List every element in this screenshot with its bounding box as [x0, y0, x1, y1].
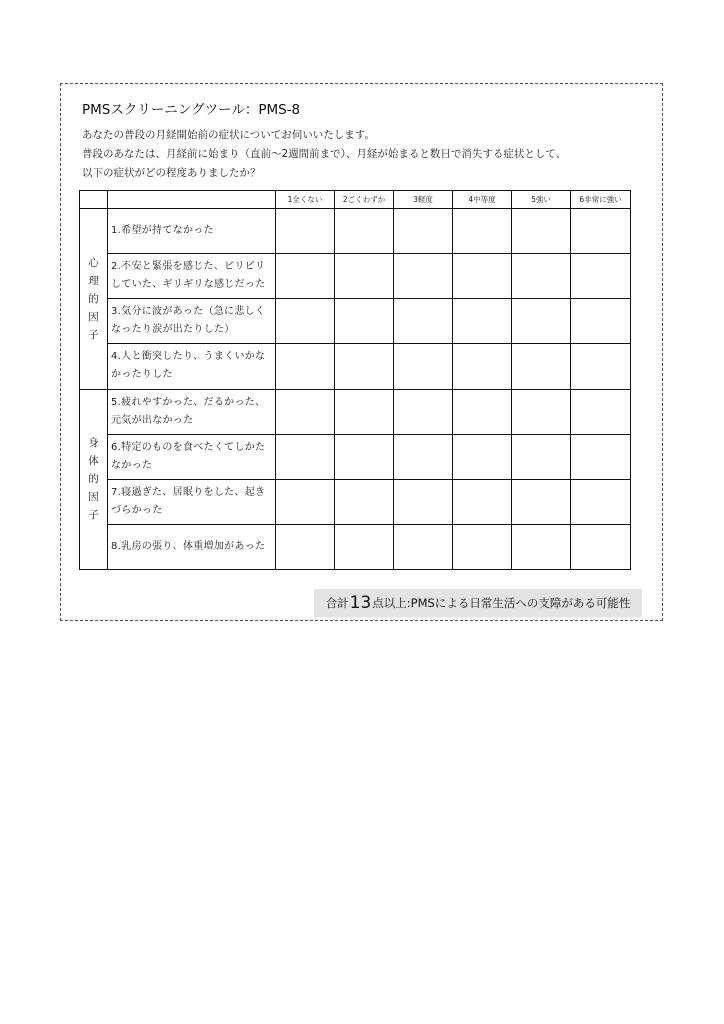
- rating-cell[interactable]: [512, 299, 571, 344]
- rating-cell[interactable]: [571, 209, 631, 254]
- rating-cell[interactable]: [394, 434, 453, 479]
- rating-cell[interactable]: [276, 434, 335, 479]
- rating-cell[interactable]: [453, 209, 512, 254]
- rating-cell[interactable]: [453, 299, 512, 344]
- rating-cell[interactable]: [276, 479, 335, 524]
- table-row: [80, 389, 631, 434]
- factor-char: 身: [88, 437, 99, 450]
- symptom-item: 6.特定のものを食べたくてしかたなかった: [108, 434, 276, 479]
- rating-cell[interactable]: [394, 479, 453, 524]
- table-row: [80, 434, 631, 479]
- symptom-item: 2.不安と緊張を感じた、ピリピリしていた、ギリギリな感じだった: [108, 254, 276, 299]
- rating-cell[interactable]: [453, 434, 512, 479]
- summary-prefix: 合計: [325, 596, 349, 610]
- table-row: [80, 209, 631, 254]
- rating-cell[interactable]: [571, 434, 631, 479]
- rating-cell[interactable]: [335, 434, 394, 479]
- symptom-item: 4.人と衝突したり、うまくいかなかったりした: [108, 344, 276, 389]
- scale-header: 6非常に強い: [571, 191, 631, 209]
- symptom-item: 3.気分に波があった（急に悲しくなったり涙が出たりした）: [108, 299, 276, 344]
- rating-cell[interactable]: [512, 344, 571, 389]
- rating-cell[interactable]: [335, 299, 394, 344]
- table-row: [80, 299, 631, 344]
- rating-cell[interactable]: [571, 254, 631, 299]
- table-row: [80, 479, 631, 524]
- scale-header: 5強い: [512, 191, 571, 209]
- summary-threshold-number: 13: [349, 593, 372, 613]
- factor-label-physical: [80, 389, 108, 570]
- factor-char: 的: [88, 292, 99, 305]
- factor-char: 的: [88, 473, 99, 486]
- rating-cell[interactable]: [335, 209, 394, 254]
- summary-suffix: 点以上:PMSによる日常生活への支障がある可能性: [372, 596, 631, 610]
- header-blank: [80, 191, 108, 209]
- rating-cell[interactable]: [276, 344, 335, 389]
- rating-cell[interactable]: [512, 209, 571, 254]
- rating-cell[interactable]: [276, 254, 335, 299]
- pms8-table: [79, 190, 631, 570]
- rating-cell[interactable]: [335, 479, 394, 524]
- scale-header: 4中等度: [453, 191, 512, 209]
- rating-cell[interactable]: [453, 479, 512, 524]
- intro-line: 以下の症状がどの程度ありましたか？: [82, 167, 261, 179]
- rating-cell[interactable]: [571, 479, 631, 524]
- rating-cell[interactable]: [512, 434, 571, 479]
- rating-cell[interactable]: [335, 344, 394, 389]
- factor-char: 因: [88, 491, 99, 504]
- factor-label-psychological: [80, 209, 108, 390]
- symptom-item: 5.疲れやすかった、だるかった、元気が出なかった: [108, 389, 276, 434]
- factor-char: 理: [88, 274, 99, 287]
- rating-cell[interactable]: [512, 389, 571, 434]
- factor-char: 体: [88, 455, 99, 468]
- rating-cell[interactable]: [512, 479, 571, 524]
- rating-cell[interactable]: [335, 254, 394, 299]
- score-threshold-note: [314, 589, 642, 617]
- factor-char: 子: [88, 509, 99, 522]
- rating-cell[interactable]: [571, 299, 631, 344]
- table-row: [80, 344, 631, 389]
- scale-header: 2ごくわずか: [335, 191, 394, 209]
- table-header-row: [80, 191, 631, 209]
- rating-cell[interactable]: [335, 389, 394, 434]
- rating-cell[interactable]: [453, 524, 512, 569]
- rating-cell[interactable]: [394, 209, 453, 254]
- rating-cell[interactable]: [276, 209, 335, 254]
- header-blank: [108, 191, 276, 209]
- rating-cell[interactable]: [276, 389, 335, 434]
- rating-cell[interactable]: [394, 299, 453, 344]
- factor-char: 子: [88, 328, 99, 341]
- symptom-item: 1.希望が持てなかった: [108, 209, 276, 254]
- rating-cell[interactable]: [571, 524, 631, 569]
- table-row: [80, 254, 631, 299]
- rating-cell[interactable]: [276, 524, 335, 569]
- symptom-item: 7.寝過ぎた、居眠りをした、起きづらかった: [108, 479, 276, 524]
- intro-text: [82, 126, 566, 183]
- symptom-item: 8.乳房の張り、体重増加があった: [108, 524, 276, 569]
- intro-line: あなたの普段の月経開始前の症状についてお伺いいたします。: [82, 129, 375, 141]
- rating-cell[interactable]: [394, 254, 453, 299]
- rating-cell[interactable]: [571, 344, 631, 389]
- rating-cell[interactable]: [512, 524, 571, 569]
- rating-cell[interactable]: [335, 524, 394, 569]
- scale-header: 3軽度: [394, 191, 453, 209]
- rating-cell[interactable]: [276, 299, 335, 344]
- factor-char: 心: [88, 256, 99, 269]
- intro-line: 普段のあなたは、月経前に始まり（直前〜2週間前まで）、月経が始まると数日で消失する症状として、: [82, 148, 567, 160]
- rating-cell[interactable]: [453, 344, 512, 389]
- document-title: PMSスクリーニングツール：PMS-8: [82, 102, 301, 118]
- rating-cell[interactable]: [394, 389, 453, 434]
- rating-cell[interactable]: [571, 389, 631, 434]
- rating-cell[interactable]: [394, 344, 453, 389]
- factor-char: 因: [88, 310, 99, 323]
- table-row: [80, 524, 631, 569]
- scale-header: 1全くない: [276, 191, 335, 209]
- rating-cell[interactable]: [453, 389, 512, 434]
- rating-cell[interactable]: [394, 524, 453, 569]
- rating-cell[interactable]: [453, 254, 512, 299]
- rating-cell[interactable]: [512, 254, 571, 299]
